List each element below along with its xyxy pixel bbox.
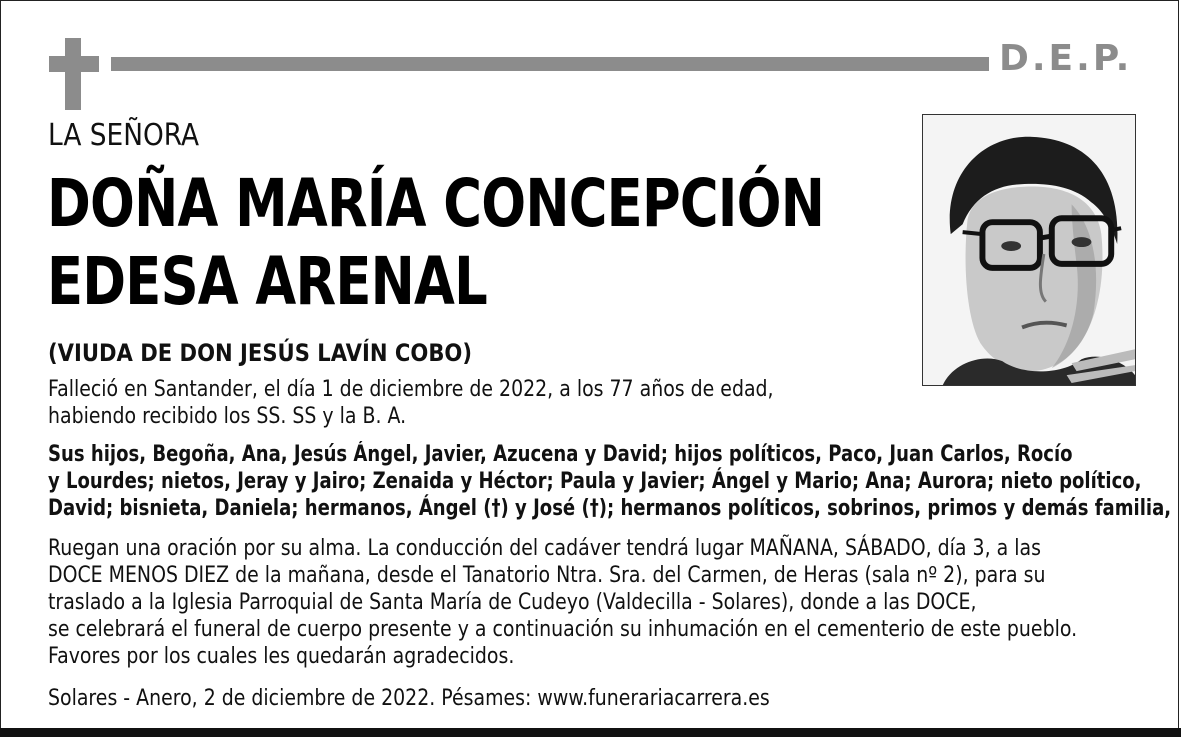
family-list <box>48 441 1171 522</box>
widow-line: (VIUDA DE DON JESÚS LAVÍN COBO) <box>48 339 473 367</box>
text-line: David; bisnieta, Daniela; hermanos, Ángel (†) y José (†); hermanos políticos, sobrinos, primos y demás familia, <box>48 496 1172 521</box>
text-line: DOCE MENOS DIEZ de la mañana, desde el Tanatorio Ntra. Sra. del Carmen, de Heras (sala nº 2), para su <box>48 563 1046 588</box>
service-details <box>48 535 1077 670</box>
cross-icon <box>49 38 99 110</box>
text-line: se celebrará el funeral de cuerpo presente y a continuación su inhumación en el cementerio de este pueblo. <box>48 617 1078 642</box>
portrait-photo <box>922 114 1136 386</box>
text-line: habiendo recibido los SS. SS y la B. A. <box>48 404 407 429</box>
deceased-name <box>47 165 824 321</box>
name-line: EDESA ARENAL <box>47 243 487 320</box>
footer-line: Solares - Anero, 2 de diciembre de 2022. Pésames: www.funerariacarrera.es <box>48 686 770 711</box>
name-line: DOÑA MARÍA CONCEPCIÓN <box>47 165 825 242</box>
text-line: y Lourdes; nietos, Jeray y Jairo; Zenaida y Héctor; Paula y Javier; Ángel y Mario; Ana; Aurora; nieto político, <box>48 469 1142 494</box>
header-rule <box>111 57 989 71</box>
text-line: Sus hijos, Begoña, Ana, Jesús Ángel, Javier, Azucena y David; hijos políticos, Paco, Juan Carlos, Rocío <box>48 442 1073 467</box>
text-line: Favores por los cuales les quedarán agradecidos. <box>48 644 515 669</box>
text-line: traslado a la Iglesia Parroquial de Santa María de Cudeyo (Valdecilla - Solares), donde a las DOCE, <box>48 590 977 615</box>
bottom-rule <box>0 728 1181 737</box>
honorific: LA SEÑORA <box>48 118 200 153</box>
text-line: Falleció en Santander, el día 1 de diciembre de 2022, a los 77 años de edad, <box>48 377 774 402</box>
text-line: Ruegan una oración por su alma. La conducción del cadáver tendrá lugar MAÑANA, SÁBADO, día 3, a las <box>48 536 1041 561</box>
death-notice <box>48 376 774 430</box>
dep-label: D.E.P. <box>999 38 1133 79</box>
